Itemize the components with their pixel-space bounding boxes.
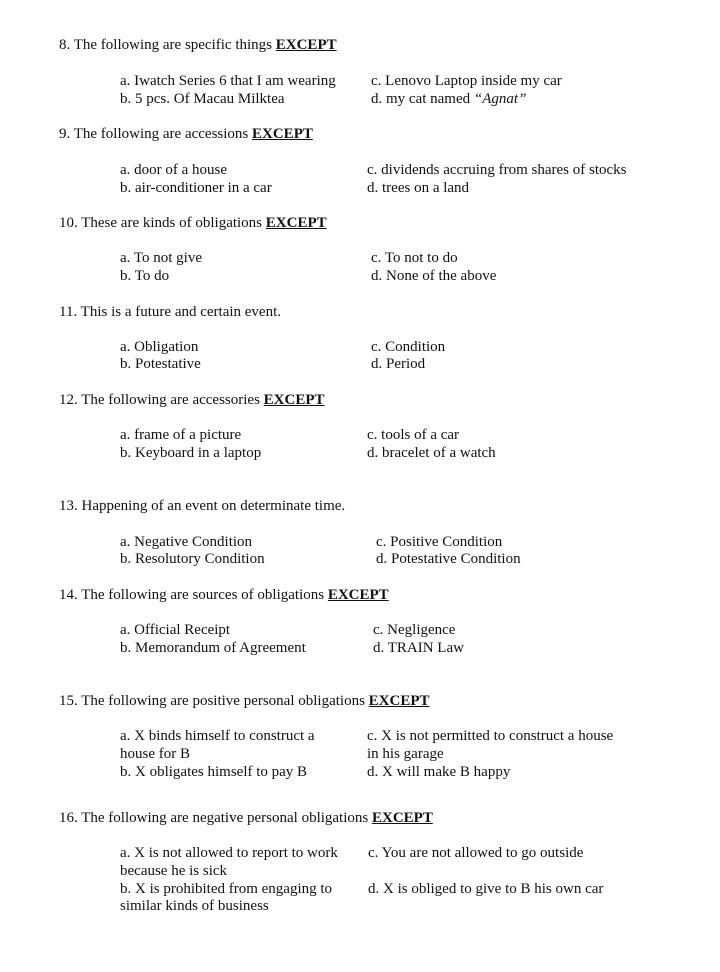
question-15-option-b: b. X obligates himself to pay B <box>120 764 308 780</box>
question-15-keyword: EXCEPT <box>368 693 430 709</box>
question-10-option-a: a. To not give <box>120 250 202 266</box>
question-13-option-d: d. Potestative Condition <box>376 551 521 567</box>
question-13-text: 13. Happening of an event on determinate time. <box>59 498 346 514</box>
question-14-text: 14. The following are sources of obligations <box>59 587 325 603</box>
question-15-stem <box>59 692 430 710</box>
question-11-stem <box>59 303 281 321</box>
question-12-option-c: c. tools of a car <box>367 427 460 443</box>
question-13-option-b: b. Resolutory Condition <box>120 551 265 567</box>
question-9-text: 9. The following are accessions <box>59 126 249 142</box>
question-14-stem <box>59 586 389 604</box>
question-12-option-a: a. frame of a picture <box>120 427 242 443</box>
question-14-keyword: EXCEPT <box>327 587 389 603</box>
question-8-option-a: a. Iwatch Series 6 that I am wearing <box>120 73 336 89</box>
question-10-keyword: EXCEPT <box>265 215 327 231</box>
question-9-keyword: EXCEPT <box>252 126 313 142</box>
question-8-option-d <box>371 90 526 108</box>
question-8-stem <box>59 36 337 54</box>
question-9-option-d: d. trees on a land <box>367 180 470 196</box>
question-8-option-d-text: d. my cat named <box>371 91 471 107</box>
question-15-option-a-line1: a. X binds himself to construct a <box>120 728 315 744</box>
question-16-stem <box>59 809 433 827</box>
question-14-option-a: a. Official Receipt <box>120 622 231 638</box>
question-11-option-b: b. Potestative <box>120 356 201 372</box>
question-16-option-a-line1: a. X is not allowed to report to work <box>120 845 338 861</box>
question-15-text: 15. The following are positive personal obligations <box>59 693 365 709</box>
question-11-option-c: c. Condition <box>371 339 446 355</box>
question-12-option-b: b. Keyboard in a laptop <box>120 445 262 461</box>
question-10-text: 10. These are kinds of obligations <box>59 215 263 231</box>
question-11-text: 11. This is a future and certain event. <box>59 304 282 320</box>
question-8-option-c: c. Lenovo Laptop inside my car <box>371 73 562 89</box>
question-8-keyword: EXCEPT <box>275 37 337 53</box>
question-10-option-c: c. To not to do <box>371 250 458 266</box>
question-14-option-c: c. Negligence <box>373 622 456 638</box>
question-11-option-d: d. Period <box>371 356 426 372</box>
question-12-option-d: d. bracelet of a watch <box>367 445 496 461</box>
question-9-option-c: c. dividends accruing from shares of stocks <box>367 162 627 178</box>
question-12-stem <box>59 391 325 409</box>
question-8-text: 8. The following are specific things <box>59 37 273 53</box>
question-16-text: 16. The following are negative personal obligations <box>59 810 369 826</box>
question-9-option-a: a. door of a house <box>120 162 228 178</box>
question-11-option-a: a. Obligation <box>120 339 199 355</box>
question-9-stem <box>59 125 313 143</box>
question-16-option-c: c. You are not allowed to go outside <box>368 845 584 861</box>
question-13-option-c: c. Positive Condition <box>376 534 503 550</box>
question-15-option-a-line2: house for B <box>120 746 190 762</box>
question-14-option-d: d. TRAIN Law <box>373 640 464 656</box>
question-13-stem <box>59 497 345 515</box>
question-10-stem <box>59 214 327 232</box>
question-13-option-a: a. Negative Condition <box>120 534 253 550</box>
question-10-option-b: b. To do <box>120 268 170 284</box>
question-12-keyword: EXCEPT <box>263 392 325 408</box>
question-16-keyword: EXCEPT <box>371 810 433 826</box>
question-8-option-d-name: “Agnat” <box>473 91 527 107</box>
question-16-option-d: d. X is obliged to give to B his own car <box>368 881 604 897</box>
question-15-option-d: d. X will make B happy <box>367 764 511 780</box>
question-14-option-b: b. Memorandum of Agreement <box>120 640 306 656</box>
question-16-option-b-line1: b. X is prohibited from engaging to <box>120 881 333 897</box>
question-16-option-b-line2: similar kinds of business <box>120 898 269 914</box>
question-15-option-c-line2: in his garage <box>367 746 444 762</box>
question-16-option-a-line2: because he is sick <box>120 863 228 879</box>
question-12-text: 12. The following are accessories <box>59 392 260 408</box>
question-15-option-c-line1: c. X is not permitted to construct a house <box>367 728 614 744</box>
question-8-option-b: b. 5 pcs. Of Macau Milktea <box>120 91 285 107</box>
question-10-option-d: d. None of the above <box>371 268 497 284</box>
question-9-option-b: b. air-conditioner in a car <box>120 180 272 196</box>
